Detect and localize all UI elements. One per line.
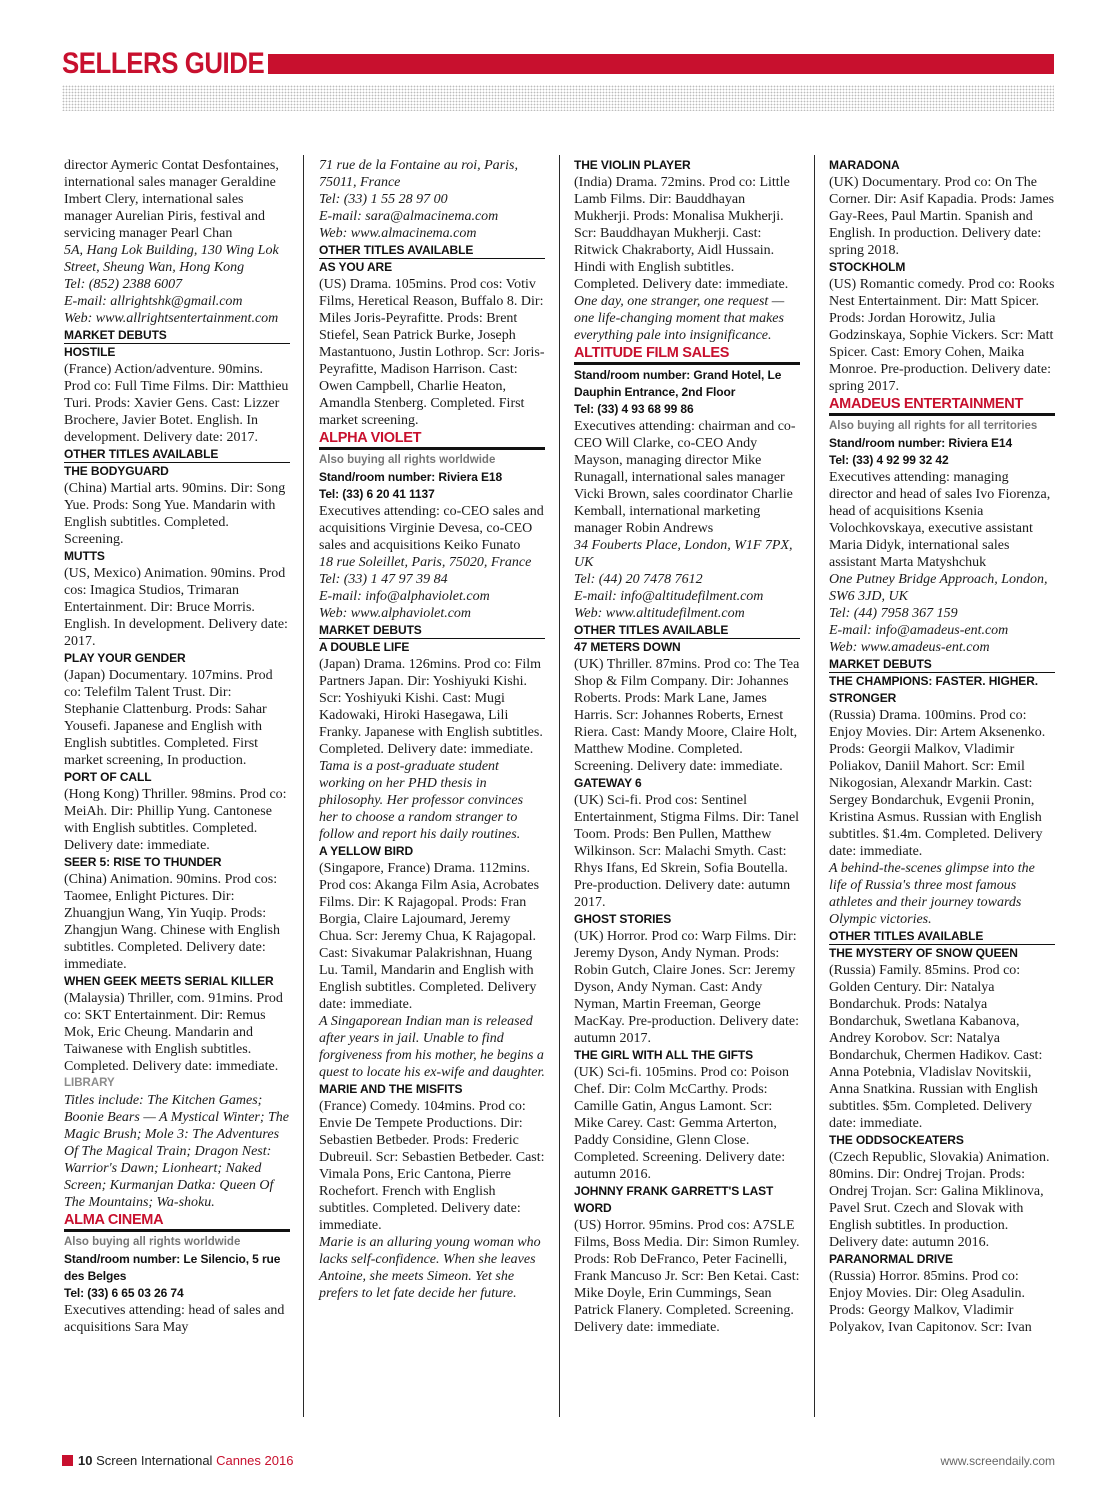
section-title: SELLERS GUIDE [62,47,265,80]
body-text: (US) Horror. 95mins. Prod cos: A7SLE Films, Boss Media. Dir: Simon Rumley. Prods: Rob DeFranco, Peter Facinelli, Frank Mancuso Jr. Scr: Ben Ketai. Cast: Mike Doyle, Erin Cummings, Sean Patrick Flanery. Completed. Screening. Delivery date: immediate. [574,1218,800,1335]
film-title: STOCKHOLM [829,260,906,274]
publication-name: Screen International [96,1453,213,1468]
address-text: Tel: (44) 7958 367 159 [829,606,958,621]
stand-info: Tel: (33) 6 20 41 1137 [319,487,435,501]
section-heading: OTHER TITLES AVAILABLE [64,446,290,463]
body-text: (Russia) Horror. 85mins. Prod co: Enjoy Movies. Dir: Oleg Asadulin. Prods: Georgy Malkov, Vladimir Polyakov, Ivan Capitonov. Scr: Ivan [829,1269,1032,1335]
body-text: (France) Comedy. 104mins. Prod co: Envie De Tempete Productions. Dir: Sebastien Betbeder. Prods: Frederic Dubreuil. Scr: Sebastien Betbeder. Cast: Vimala Pons, Eric Cantona, Pierre Rochefort. French with English subtitles. Completed. Delivery date: immediate. [319,1099,545,1233]
film-title: GHOST STORIES [574,912,672,926]
address-text: Tama is a post-graduate student working on her PHD thesis in philosophy. Her professor convinces her to choose a random stranger to follow and report his daily routines. [319,759,524,842]
film-title: A DOUBLE LIFE [319,640,410,654]
body-text: (Japan) Drama. 126mins. Prod co: Film Partners Japan. Dir: Yoshiyuki Kishi. Scr: Yoshiyuki Kishi. Cast: Mugi Kadowaki, Hiroki Hasegawa, Lili Franky. Japanese with English subtitles. Completed. Delivery date: immediate. [319,657,543,757]
section-heading: MARKET DEBUTS [829,656,1055,673]
company-name: ALMA CINEMA [64,1211,290,1232]
film-title: JOHNNY FRANK GARRETT'S LAST WORD [574,1184,774,1215]
stand-info: Stand/room number: Grand Hotel, Le Dauphin Entrance, 2nd Floor [574,368,782,399]
body-text: (Singapore, France) Drama. 112mins. Prod cos: Akanga Film Asia, Acrobates Films. Dir: K Rajagopal. Prods: Fran Borgia, Claire Lajoumard, Jeremy Chua. Scr: Jeremy Chua, K Rajagopal. Cast: Sivakumar Palakrishnan, Huang Lu. Tamil, Mandarin and English with English subtitles. Completed. Delivery date: immediate. [319,861,540,1012]
company-name: AMADEUS ENTERTAINMENT [829,395,1055,416]
stand-info: Stand/room number: Riviera E18 [319,470,503,484]
column-rule [303,155,304,1417]
company-name: ALPHA VIOLET [319,429,545,450]
stand-info: Tel: (33) 4 93 68 99 86 [574,402,694,416]
film-title: MUTTS [64,549,105,563]
body-text: (UK) Sci-fi. Prod cos: Sentinel Entertainment, Stigma Films. Dir: Tanel Toom. Prods: Ben Pullen, Matthew Wilkinson. Scr: Malachi Smyth. Cast: Rhys Ifans, Ed Skrein, Sofia Boutella. Pre-production. Delivery date: autumn 2017. [574,793,800,910]
page-footer [62,1453,293,1469]
address-text: E-mail: allrightshk@gmail.com [64,294,243,309]
body-text: (UK) Thriller. 87mins. Prod co: The Tea Shop & Film Company. Dir: Johannes Roberts. Prods: Mark Lane, James Harris. Scr: Johannes Roberts, Ernest Riera. Cast: Mandy Moore, Claire Holt, Matthew Modine. Completed. Screening. Delivery date: immediate. [574,657,800,774]
event-name: Cannes 2016 [216,1453,294,1468]
body-text: (India) Drama. 72mins. Prod co: Little Lamb Films. Dir: Bauddhayan Mukherji. Prods: Monalisa Mukherji. Scr: Bauddhayan Mukherji. Cast: Ritwick Chakraborty, Aidl Hussain. Hindi with English subtitles. Completed. Delivery date: immediate. [574,175,790,292]
film-title: PARANORMAL DRIVE [829,1252,953,1266]
body-text: (Russia) Drama. 100mins. Prod co: Enjoy Movies. Dir: Artem Aksenenko. Prods: Georgii Malkov, Vladimir Poliakov, Daniil Mahort. Scr: Emil Nikogosian, Alexandr Markin. Cast: Sergey Bondarchuk, Evgenii Pronin, Kristina Asmus. Russian with English subtitles. $1.4m. Completed. Delivery date: immediate. [829,708,1046,859]
film-title: HOSTILE [64,345,116,359]
address-text: 71 rue de la Fontaine au roi, Paris, 75011, France [319,158,518,190]
body-text: Executives attending: co-CEO sales and acquisitions Virginie Devesa, co-CEO sales and acquisitions Keiko Funato [319,504,544,553]
stand-info: Tel: (33) 6 65 03 26 74 [64,1286,184,1300]
body-text: (Czech Republic, Slovakia) Animation. 80mins. Dir: Ondrej Trojan. Prods: Ondrej Trojan. Scr: Galina Miklinova, Pavel Srut. Czech and Slovak with English subtitles. In production. Delivery date: autumn 2016. [829,1150,1050,1250]
film-title: WHEN GEEK MEETS SERIAL KILLER [64,974,274,988]
body-text: (China) Animation. 90mins. Prod cos: Taomee, Enlight Pictures. Dir: Zhuangjun Wang, Yin Yuqip. Prods: Zhangjun Wang. Chinese with English subtitles. Completed. Delivery date: immediate. [64,872,280,972]
address-text: One day, one stranger, one request — one life-changing moment that makes everything pale into insignificance. [574,294,785,343]
column-4 [829,157,1055,1336]
body-text: Executives attending: head of sales and acquisitions Sara May [64,1303,285,1335]
film-title: THE ODDSOCKEATERS [829,1133,964,1147]
film-title: A YELLOW BIRD [319,844,414,858]
company-name: ALTITUDE FILM SALES [574,344,800,365]
header-red-bar [268,54,1054,74]
address-text: 34 Fouberts Place, London, W1F 7PX, UK [574,538,793,570]
body-text: (China) Martial arts. 90mins. Dir: Song Yue. Prods: Song Yue. Mandarin with English subtitles. Completed. Screening. [64,481,286,547]
stand-info: Stand/room number: Le Silencio, 5 rue des Belges [64,1252,281,1283]
section-heading: OTHER TITLES AVAILABLE [574,622,800,639]
address-text: E-mail: sara@almacinema.com [319,209,499,224]
film-title: PORT OF CALL [64,770,152,784]
film-title: THE BODYGUARD [64,464,169,478]
body-text: Executives attending: chairman and co-CEO Will Clarke, co-CEO Andy Mayson, managing director Mike Runagall, international sales manager Vicki Brown, sales coordinator Charlie Kemball, international marketing manager Robin Andrews [574,419,796,536]
film-title: SEER 5: RISE TO THUNDER [64,855,222,869]
body-text: (Malaysia) Thriller, com. 91mins. Prod co: SKT Entertainment. Dir: Remus Mok, Eric Cheung. Mandarin and Taiwanese with English subtitles. Completed. Delivery date: immediate. [64,991,283,1074]
buying-note: Also buying all rights worldwide [64,1236,241,1248]
column-rule [814,155,815,1417]
library-label: LIBRARY [64,1077,115,1089]
section-heading: OTHER TITLES AVAILABLE [829,928,1055,945]
address-text: Web: www.alphaviolet.com [319,606,472,621]
stand-info: Stand/room number: Riviera E14 [829,436,1013,450]
column-3 [574,157,800,1336]
film-title: MARADONA [829,158,900,172]
address-text: One Putney Bridge Approach, London, SW6 3JD, UK [829,572,1048,604]
page-number: 10 [78,1453,93,1468]
body-text: (Hong Kong) Thriller. 98mins. Prod co: MeiAh. Dir: Phillip Yung. Cantonese with English subtitles. Completed. Delivery date: immediate. [64,787,287,853]
body-text: (US, Mexico) Animation. 90mins. Prod cos: Imagica Studios, Trimaran Entertainment. Dir: Bruce Morris. English. In development. Delivery date: 2017. [64,566,288,649]
film-title: AS YOU ARE [319,260,393,274]
body-text: (Russia) Family. 85mins. Prod co: Golden Century. Dir: Natalya Bondarchuk. Prods: Natalya Bondarchuk, Swetlana Kabanova, Andrey Korobov. Scr: Natalya Bondarchuk, Chermen Hadikov. Cast: Anna Potebnia, Vladislav Novitskii, Anna Snatkina. Russian with English subtitles. $5m. Completed. Delivery date: immediate. [829,963,1043,1131]
film-title: 47 METERS DOWN [574,640,681,654]
body-text: (UK) Horror. Prod co: Warp Films. Dir: Jeremy Dyson, Andy Nyman. Prods: Robin Gutch, Claire Jones. Scr: Jeremy Dyson, Andy Nyman. Cast: Andy Nyman, Martin Freeman, George MacKay. Pre-production. Delivery date: autumn 2017. [574,929,799,1046]
body-text: (US) Drama. 105mins. Prod cos: Votiv Films, Heretical Reason, Buffalo 8. Dir: Miles Joris-Peyrafitte. Prods: Brent Stiefel, Sean Patrick Burke, Joseph Mastantuono, Justin Lothrop. Scr: Joris-Peyrafitte, Madison Harrison. Cast: Owen Campbell, Charlie Heaton, Amandla Stenberg. Completed. First market screening. [319,277,545,428]
address-text: Marie is an alluring young woman who lacks self-confidence. When she leaves Antoine, she meets Simeon. Yet she prefers to let fate decide her future. [319,1235,541,1301]
address-text: Tel: (852) 2388 6007 [64,277,183,292]
body-text: (Japan) Documentary. 107mins. Prod co: Telefilm Talent Trust. Dir: Stephanie Clattenburg. Prods: Sahar Yousefi. Japanese and English with English subtitles. Completed. First market screening, In production. [64,668,273,768]
address-text: Web: www.amadeus-ent.com [829,640,990,655]
body-text: (France) Action/adventure. 90mins. Prod co: Full Time Films. Dir: Matthieu Turi. Prods: Xavier Gens. Cast: Lizzer Brochere, Javier Botet. English. In development. Delivery date: 2017. [64,362,289,445]
stand-info: Tel: (33) 4 92 99 32 42 [829,453,949,467]
section-heading: MARKET DEBUTS [64,327,290,344]
body-text: Executives attending: managing director and head of sales Ivo Fiorenza, head of acquisitions Ksenia Volochkovskaya, executive assistant Maria Didyk, international sales assistant Marta Matyshchuk [829,470,1051,570]
section-heading: OTHER TITLES AVAILABLE [319,242,545,259]
address-text: Tel: (33) 1 47 97 39 84 [319,572,448,587]
address-text: Titles include: The Kitchen Games; Boonie Bears — A Mystical Winter; The Magic Brush; Mole 3: The Adventures Of The Magical Train; Dragon Nest: Warrior's Dawn; Lionheart; Naked Screen; Kurmanjan Datka: Queen Of The Mountains; Wa-shoku. [64,1093,290,1210]
page-header [62,48,1054,80]
column-2 [319,157,545,1302]
body-text: (UK) Documentary. Prod co: On The Corner. Dir: Asif Kapadia. Prods: James Gay-Rees, Paul Martin. Spanish and English. In production. Delivery date: spring 2018. [829,175,1055,258]
address-text: 5A, Hang Lok Building, 130 Wing Lok Street, Sheung Wan, Hong Kong [64,243,279,275]
address-text: E-mail: info@alphaviolet.com [319,589,490,604]
section-heading: MARKET DEBUTS [319,622,545,639]
dotted-band [62,85,1054,111]
red-square-icon [62,1455,73,1466]
buying-note: Also buying all rights for all territories [829,420,1038,432]
film-title: GATEWAY 6 [574,776,642,790]
address-text: E-mail: info@altitudefilment.com [574,589,764,604]
body-text: (US) Romantic comedy. Prod co: Rooks Nest Entertainment. Dir: Matt Spicer. Prods: Jordan Horowitz, Julia Godzinskaya, Sophie Vickers. Scr: Matt Spicer. Cast: Emory Cohen, Maika Monroe. Pre-production. Delivery date: spring 2017. [829,277,1055,394]
address-text: Web: www.altitudefilment.com [574,606,745,621]
column-1 [64,157,290,1336]
address-text: Web: www.allrightsentertainment.com [64,311,279,326]
film-title: PLAY YOUR GENDER [64,651,186,665]
column-rule [559,155,560,1417]
buying-note: Also buying all rights worldwide [319,454,496,466]
film-title: MARIE AND THE MISFITS [319,1082,463,1096]
body-text: director Aymeric Contat Desfontaines, international sales manager Geraldine Imbert Clery, international sales manager Aurelian Piris, festival and servicing manager Pearl Chan [64,158,279,241]
address-text: A Singaporean Indian man is released after years in jail. Unable to find forgiveness from his mother, he begins a quest to locate his ex-wife and daughter. [319,1014,545,1080]
address-text: Tel: (44) 20 7478 7612 [574,572,703,587]
address-text: 18 rue Soleillet, Paris, 75020, France [319,555,532,570]
film-title: THE CHAMPIONS: FASTER. HIGHER. STRONGER [829,674,1039,705]
address-text: A behind-the-scenes glimpse into the life of Russia's three most famous athletes and their journey towards Olympic victories. [829,861,1035,927]
film-title: THE GIRL WITH ALL THE GIFTS [574,1048,754,1062]
film-title: THE MYSTERY OF SNOW QUEEN [829,946,1018,960]
address-text: E-mail: info@amadeus-ent.com [829,623,1009,638]
film-title: THE VIOLIN PLAYER [574,158,691,172]
address-text: Tel: (33) 1 55 28 97 00 [319,192,448,207]
website-url: www.screendaily.com [940,1454,1055,1468]
address-text: Web: www.almacinema.com [319,226,477,241]
body-text: (UK) Sci-fi. 105mins. Prod co: Poison Chef. Dir: Colm McCarthy. Prods: Camille Gatin, Angus Lamont. Scr: Mike Carey. Cast: Gemma Arterton, Paddy Considine, Glenn Close. Completed. Screening. Delivery date: autumn 2016. [574,1065,790,1182]
